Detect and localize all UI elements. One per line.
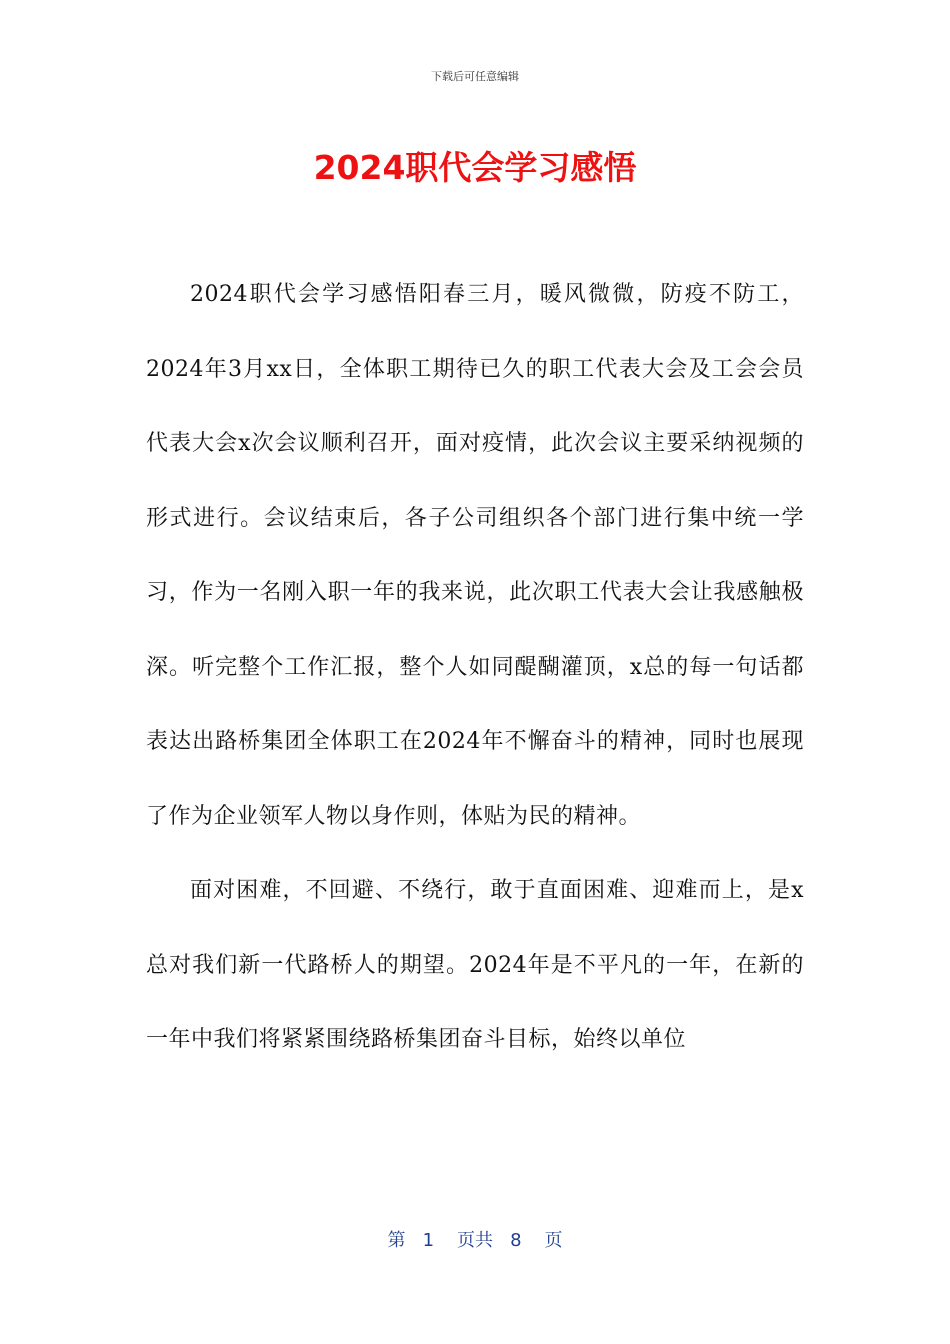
page-footer [0, 1226, 950, 1252]
paragraph: 2024职代会学习感悟阳春三月，暖风微微，防疫不防工，2024年3月xx日，全体职工期待已久的职工代表大会及工会会员代表大会x次会议顺利召开，面对疫情，此次会议主要采纳视频的形式进行。会议结束后，各子公司组织各个部门进行集中统一学习，作为一名刚入职一年的我来说，此次职工代表大会让我感触极深。听完整个工作汇报，整个人如同醍醐灌顶，x总的每一句话都表达出路桥集团全体职工在2024年不懈奋斗的精神，同时也展现了作为企业领军人物以身作则，体贴为民的精神。 [146, 282, 804, 829]
page-middle: 页共 [457, 1230, 493, 1251]
paragraph: 面对困难，不回避、不绕行，敢于直面困难、迎难而上，是x总对我们新一代路桥人的期望。2024年是不平凡的一年，在新的一年中我们将紧紧围绕路桥集团奋斗目标，始终以单位 [146, 878, 804, 1052]
current-page-number: 1 [422, 1230, 435, 1251]
document-title: 2024职代会学习感悟 [313, 148, 637, 187]
header-note: 下载后可任意编辑 [431, 70, 519, 83]
page-suffix: 页 [544, 1230, 563, 1251]
page-prefix: 第 [387, 1230, 406, 1251]
document-body [146, 258, 804, 1078]
total-pages-number: 8 [510, 1230, 522, 1251]
